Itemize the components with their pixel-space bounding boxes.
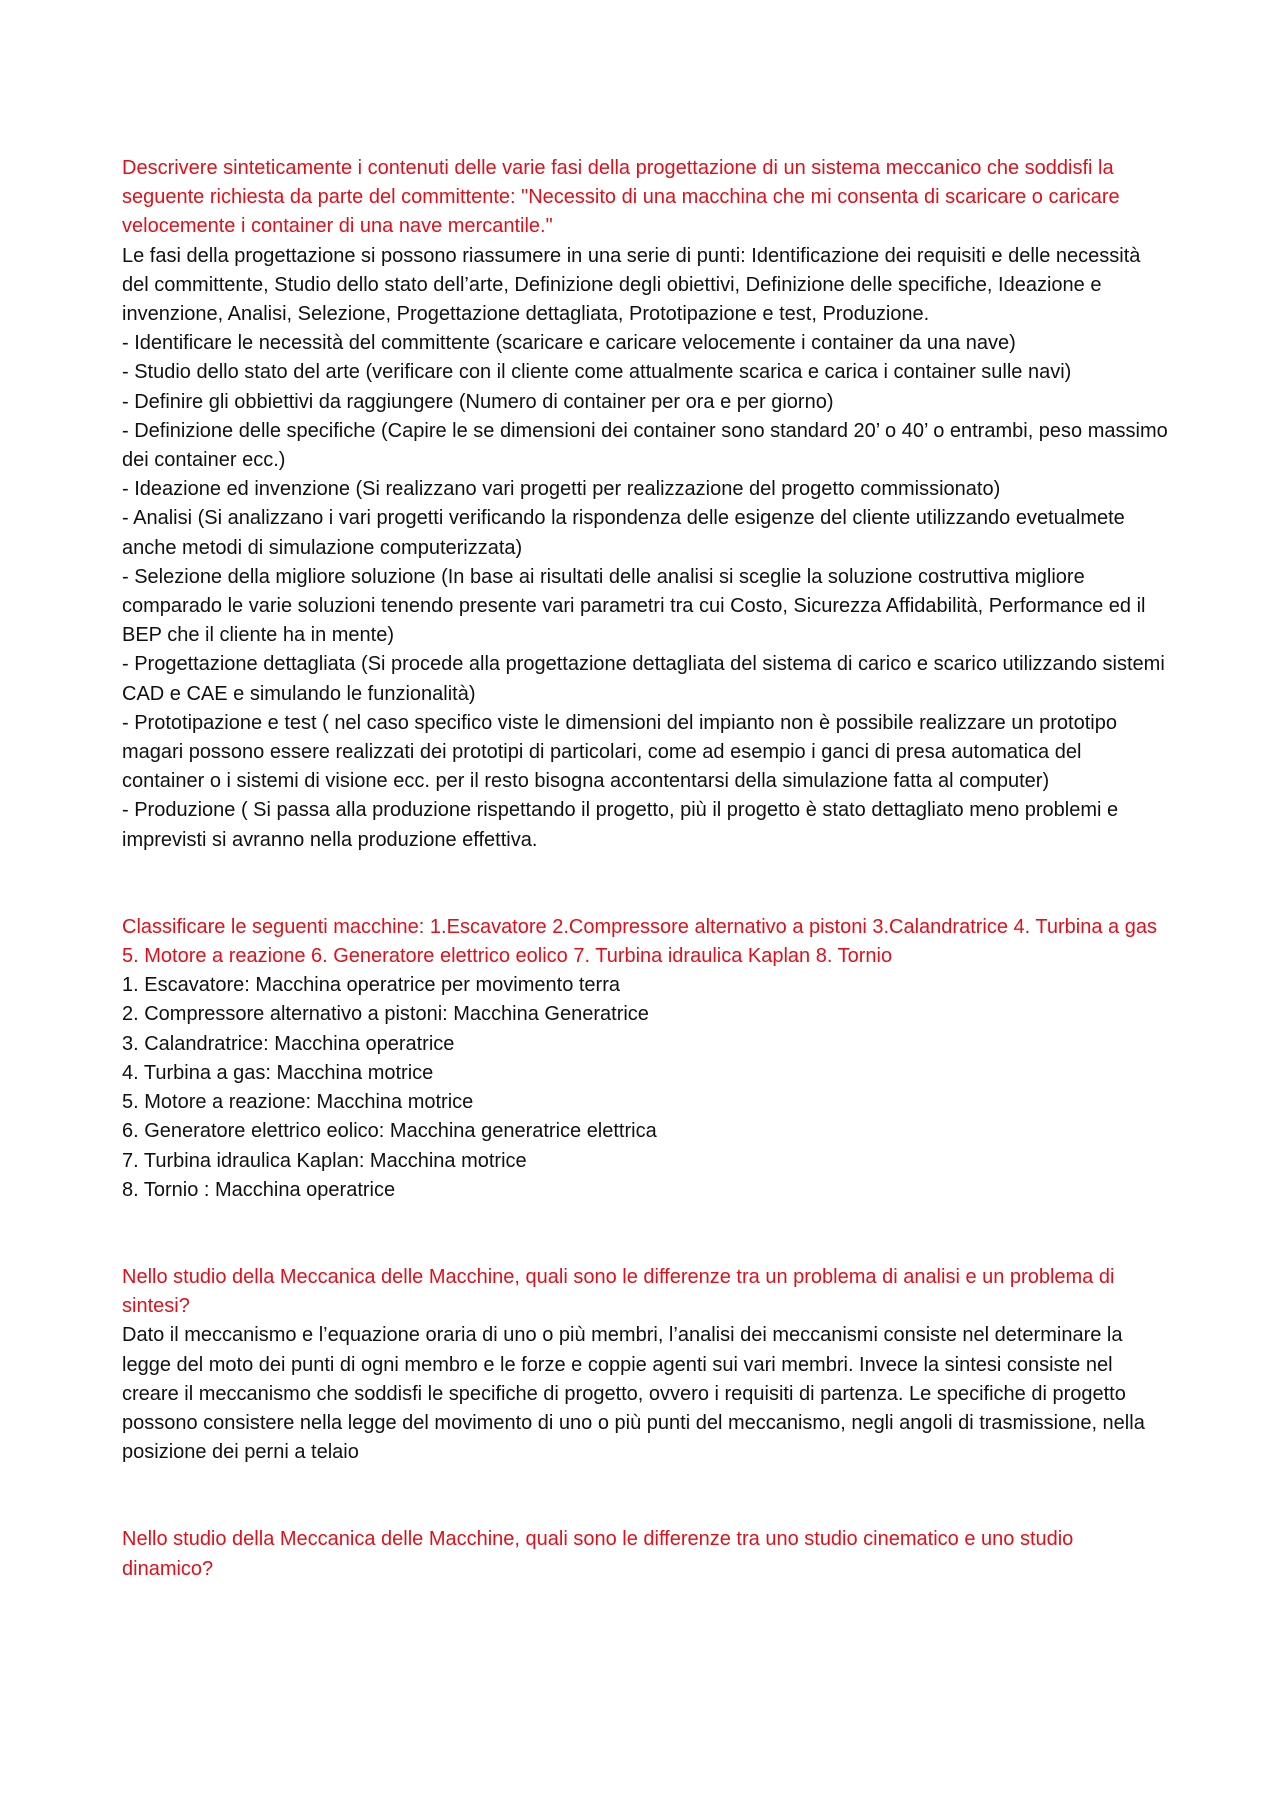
answer-item: - Definizione delle specifiche (Capire le se dimensioni dei container sono standard 20’ o 40’ o entrambi, peso massimo dei container ecc.) <box>122 419 1168 472</box>
answer-paragraph: Le fasi della progettazione si possono riassumere in una serie di punti: Identificazione dei requisiti e delle necessità del committente, Studio dello stato dell’arte, Definizione degli obiettivi, Definizione delle specifiche, Ideazione e invenzione, Analisi, Selezione, Progettazione dettagliata, Prototipazione e test, Produzione. <box>122 244 1141 326</box>
answer-item: - Studio dello stato del arte (verificare con il cliente come attualmente scarica e carica i container sulle navi) <box>122 361 1072 384</box>
answer-item: - Selezione della migliore soluzione (In base ai risultati delle analisi si sceglie la soluzione costruttiva migliore comparado le varie soluzioni tenendo presente vari parametri tra cui Costo, Sicurezza Affidabilità, Performance ed il BEP che il cliente ha in mente) <box>122 565 1146 647</box>
answer-text <box>122 242 1168 855</box>
section-design-phases <box>122 154 1168 855</box>
answer-item: - Progettazione dettagliata (Si procede alla progettazione dettagliata del sistema di carico e scarico utilizzando sistemi CAD e CAE e simulando le funzionalità) <box>122 653 1165 705</box>
question-heading: Classificare le seguenti macchine: 1.Escavatore 2.Compressore alternativo a pistoni 3.Calandratrice 4. Turbina a gas 5. Motore a reazione 6. Generatore elettrico eolico 7. Turbina idraulica Kaplan 8. Tornio <box>122 915 1157 968</box>
question-heading: Nello studio della Meccanica delle Macchine, quali sono le differenze tra uno studio cinematico e uno studio dinamico? <box>122 1528 1074 1580</box>
answer-item: - Definire gli obbiettivi da raggiungere (Numero di container per ora e per giorno) <box>122 390 834 413</box>
document-page <box>122 154 1168 1584</box>
section-kinematic-vs-dynamic <box>122 1525 1168 1583</box>
list-item: 3. Calandratrice: Macchina operatrice <box>122 1032 455 1055</box>
answer-item: - Prototipazione e test ( nel caso specifico viste le dimensioni del impianto non è possibile realizzare un prototipo magari possono essere realizzati dei prototipi di particolari, come ad esempio i ganci di presa automatica del container o i sistemi di visione ecc. per il resto bisogna accontentarsi della simulazione fatta al computer) <box>122 711 1117 793</box>
answer-item: - Ideazione ed invenzione (Si realizzano vari progetti per realizzazione del progetto commissionato) <box>122 478 1001 501</box>
answer-item: - Identificare le necessità del committente (scaricare e caricare velocemente i container da una nave) <box>122 332 1016 355</box>
list-item: 5. Motore a reazione: Macchina motrice <box>122 1091 474 1114</box>
answer-paragraph: Dato il meccanismo e l’equazione oraria di uno o più membri, l’analisi dei meccanismi consiste nel determinare la legge del moto dei punti di ogni membro e le forze e coppie agenti sui vari membri. Invece la sintesi consiste nel creare il meccanismo che soddisfi le specifiche di progetto, ovvero i requisiti di partenza. Le specifiche di progetto possono consistere nella legge del movimento di uno o più punti del meccanismo, negli angoli di trasmissione, nella posizione dei perni a telaio <box>122 1324 1145 1464</box>
list-item: 6. Generatore elettrico eolico: Macchina generatrice elettrica <box>122 1120 657 1143</box>
classification-list <box>122 971 1168 1205</box>
list-item: 4. Turbina a gas: Macchina motrice <box>122 1061 434 1084</box>
list-item: 8. Tornio : Macchina operatrice <box>122 1178 396 1201</box>
question-heading: Nello studio della Meccanica delle Macchine, quali sono le differenze tra un problema di analisi e un problema di sintesi? <box>122 1265 1115 1318</box>
answer-item: - Analisi (Si analizzano i vari progetti verificando la rispondenza delle esigenze del cliente utilizzando evetualmete anche metodi di simulazione computerizzata) <box>122 507 1125 559</box>
answer-item: - Produzione ( Si passa alla produzione rispettando il progetto, più il progetto è stato dettagliato meno problemi e imprevisti si avranno nella produzione effettiva. <box>122 799 1119 851</box>
list-item: 7. Turbina idraulica Kaplan: Macchina motrice <box>122 1149 527 1172</box>
section-machine-classification <box>122 913 1168 1205</box>
section-analysis-vs-synthesis <box>122 1263 1168 1467</box>
list-item: 1. Escavatore: Macchina operatrice per movimento terra <box>122 974 620 997</box>
answer-text <box>122 1321 1168 1467</box>
list-item: 2. Compressore alternativo a pistoni: Macchina Generatrice <box>122 1003 649 1026</box>
question-heading: Descrivere sinteticamente i contenuti delle varie fasi della progettazione di un sistema meccanico che soddisfi la seguente richiesta da parte del committente: "Necessito di una macchina che mi consenta di scaricare o caricare velocemente i container di una nave mercantile." <box>122 157 1120 238</box>
